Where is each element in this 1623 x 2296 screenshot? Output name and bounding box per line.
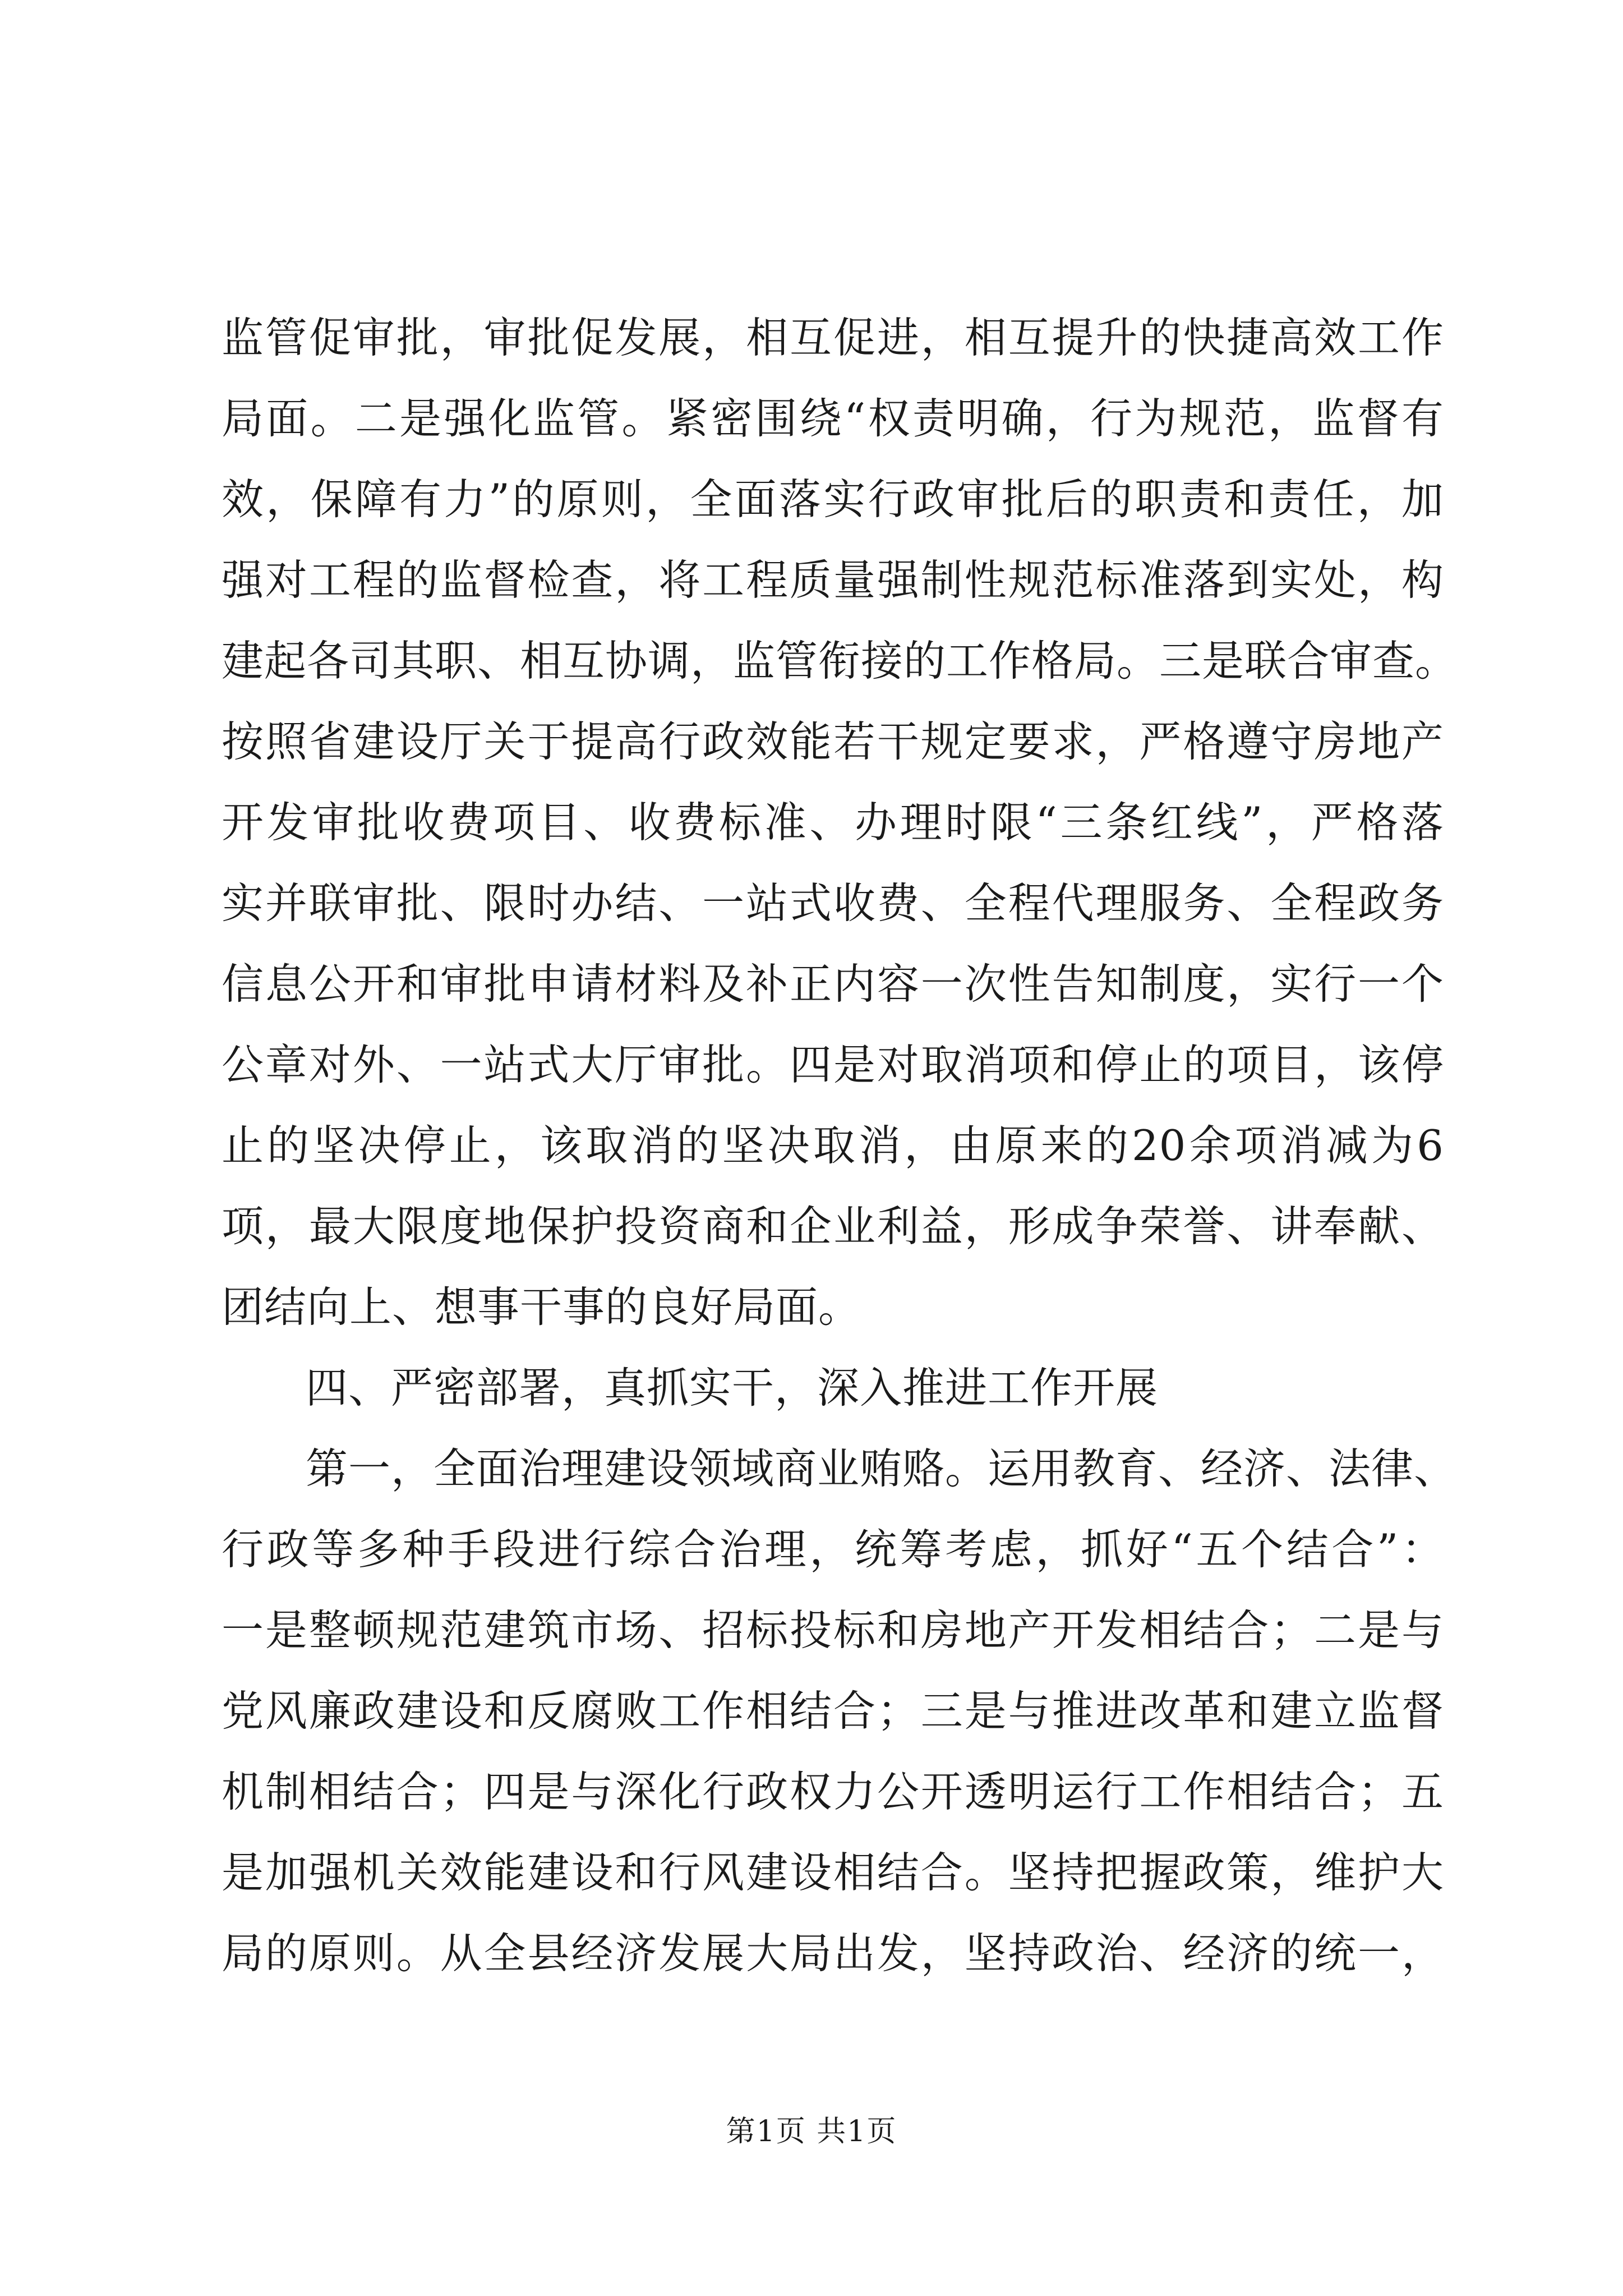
text-line: 局的原则。从全县经济发展大局出发，坚持政治、经济的统一， xyxy=(222,1929,1444,1978)
text-line: 公章对外、一站式大厅审批。四是对取消项和停止的项目，该停 xyxy=(222,1040,1444,1089)
text-line: 按照省建设厅关于提高行政效能若干规定要求，严格遵守房地产 xyxy=(222,717,1444,766)
text-line: 是加强机关效能建设和行风建设相结合。坚持把握政策，维护大 xyxy=(222,1848,1444,1897)
page-number: 第1页 共1页 xyxy=(726,2115,897,2148)
text-line: 强对工程的监督检查，将工程质量强制性规范标准落到实处，构 xyxy=(222,555,1444,605)
text-line: 行政等多种手段进行综合治理，统筹考虑，抓好“五个结合”： xyxy=(222,1525,1444,1574)
text-line: 机制相结合；四是与深化行政权力公开透明运行工作相结合；五 xyxy=(222,1767,1444,1816)
text-line: 党风廉政建设和反腐败工作相结合；三是与推进改革和建立监督 xyxy=(222,1686,1444,1736)
text-line: 实并联审批、限时办结、一站式收费、全程代理服务、全程政务 xyxy=(222,878,1444,928)
document-body xyxy=(222,297,1458,1994)
text-line: 局面。二是强化监管。紧密围绕“权责明确，行为规范，监督有 xyxy=(222,394,1444,443)
text-line: 团结向上、想事干事的良好局面。 xyxy=(222,1282,861,1332)
text-line: 第一，全面治理建设领域商业贿赂。运用教育、经济、法律、 xyxy=(306,1444,1457,1493)
text-line: 止的坚决停止，该取消的坚决取消，由原来的20余项消减为6 xyxy=(222,1121,1444,1170)
text-line: 建起各司其职、相互协调，监管衔接的工作格局。三是联合审查。 xyxy=(222,636,1458,685)
text-line: 信息公开和审批申请材料及补正内容一次性告知制度，实行一个 xyxy=(222,959,1444,1009)
text-line: 项，最大限度地保护投资商和企业利益，形成争荣誉、讲奉献、 xyxy=(222,1202,1444,1251)
text-line: 效，保障有力”的原则，全面落实行政审批后的职责和责任，加 xyxy=(222,475,1444,524)
text-line: 监管促审批，审批促发展，相互促进，相互提升的快捷高效工作 xyxy=(222,313,1444,362)
section-heading: 四、严密部署，真抓实干，深入推进工作开展 xyxy=(306,1363,1159,1412)
page-footer xyxy=(0,2108,1623,2150)
text-line: 一是整顿规范建筑市场、招标投标和房地产开发相结合；二是与 xyxy=(222,1605,1444,1655)
text-line: 开发审批收费项目、收费标准、办理时限“三条红线”，严格落 xyxy=(222,798,1444,847)
